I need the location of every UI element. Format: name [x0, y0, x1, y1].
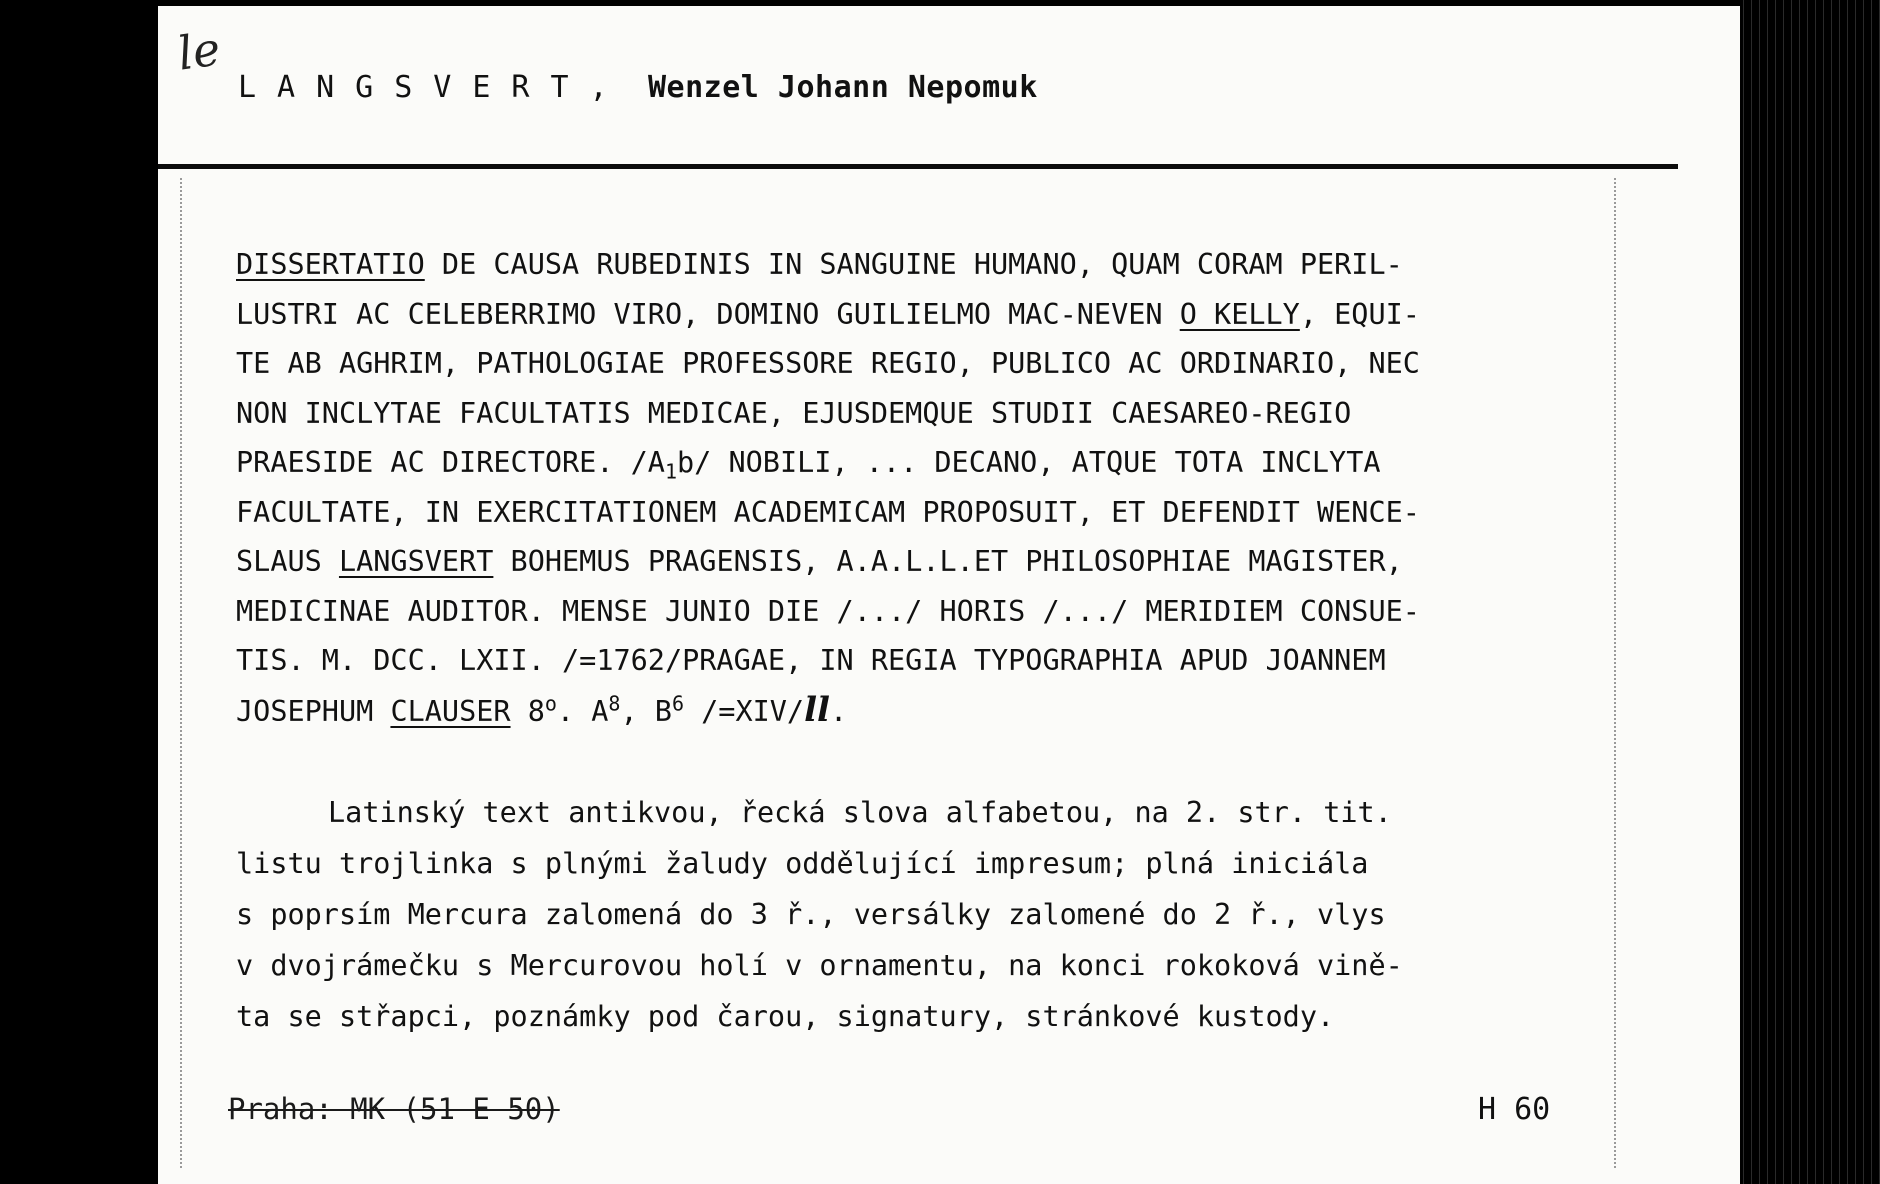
left-margin-line [180, 178, 182, 1168]
scan-edge [1740, 0, 1880, 1184]
title-line-7 [236, 537, 1611, 587]
title-text: b/ NOBILI, ... DECANO, ATQUE TOTA INCLYTA [677, 446, 1381, 479]
superscript: o [544, 691, 557, 715]
title-line-9 [236, 636, 1611, 686]
title-text: , B [620, 694, 672, 728]
underlined-word: LANGSVERT [338, 545, 494, 578]
underlined-word: O KELLY [1179, 297, 1300, 331]
title-text: , EQUI- [1299, 297, 1420, 331]
underlined-word: DISSERTATIO [236, 248, 425, 281]
right-margin-line [1614, 178, 1616, 1168]
title-text: . A [556, 694, 609, 728]
title-line-6 [236, 488, 1611, 538]
description-line: Latinský text antikvou, řecká slova alfabetou, na 2. str. tit. [328, 796, 1392, 829]
title-text: SLAUS [236, 545, 339, 578]
physical-description [236, 787, 1611, 1042]
title-line-8 [236, 587, 1611, 637]
description-line: v dvojrámečku s Mercurovou holí v ornamentu, na konci rokoková vině- [236, 949, 1403, 982]
handwritten-mark: ll [804, 689, 830, 730]
title-line-4 [236, 389, 1611, 439]
title-text: 8 [510, 694, 545, 728]
title-text: PRAESIDE AC DIRECTORE. /A [236, 446, 665, 479]
title-line-10 [236, 686, 1611, 737]
title-text: TE AB AGHRIM, PATHOLOGIAE PROFESSORE REGIO, PUBLICO AC ORDINARIO, NEC [236, 347, 1420, 380]
title-text: /=XIV/ [683, 694, 805, 728]
title-text: . [829, 694, 848, 728]
title-line-2 [236, 290, 1611, 340]
title-line-5 [236, 438, 1611, 488]
title-line-3 [236, 339, 1611, 389]
catalog-card [158, 6, 1740, 1184]
title-text: JOSEPHUM [236, 694, 391, 728]
shelfmark: H 60 [1478, 1092, 1551, 1127]
underlined-word: CLAUSER [390, 694, 511, 728]
superscript: 8 [608, 691, 621, 715]
title-text: LUSTRI AC CELEBERRIMO VIRO, DOMINO GUILIELMO MAC-NEVEN [236, 297, 1180, 331]
header-rule [158, 164, 1678, 169]
margin-handwritten-mark: le [174, 21, 224, 81]
subscript: 1 [664, 459, 678, 484]
superscript: 6 [671, 691, 684, 715]
description-line: listu trojlinka s plnými žaludy oddělující impresum; plná iniciála [236, 847, 1369, 880]
author-surname: LANGSVERT, [238, 70, 629, 105]
title-line-1 [236, 240, 1611, 290]
description-line: ta se střapci, poznámky pod čarou, signatury, stránkové kustody. [236, 1000, 1335, 1033]
title-text: BOHEMUS PRAGENSIS, A.A.L.L.ET PHILOSOPHIAE MAGISTER, [493, 545, 1403, 578]
title-text: DE CAUSA RUBEDINIS IN SANGUINE HUMANO, QUAM CORAM PERIL- [424, 248, 1403, 281]
title-text: FACULTATE, IN EXERCITATIONEM ACADEMICAM PROPOSUIT, ET DEFENDIT WENCE- [236, 495, 1420, 529]
description-line: s poprsím Mercura zalomená do 3 ř., versálky zalomené do 2 ř., vlys [236, 898, 1386, 931]
title-text: NON INCLYTAE FACULTATIS MEDICAE, EJUSDEMQUE STUDII CAESAREO-REGIO [236, 396, 1352, 430]
title-transcription [236, 240, 1611, 736]
author-given-names: Wenzel Johann Nepomuk [648, 70, 1038, 105]
struck-location: Praha: MK (51 E 50) [228, 1092, 560, 1126]
title-text: MEDICINAE AUDITOR. MENSE JUNIO DIE /.../ HORIS /.../ MERIDIEM CONSUE- [236, 594, 1420, 628]
title-text: TIS. M. DCC. LXII. /=1762/PRAGAE, IN REGIA TYPOGRAPHIA APUD JOANNEM [236, 644, 1386, 677]
